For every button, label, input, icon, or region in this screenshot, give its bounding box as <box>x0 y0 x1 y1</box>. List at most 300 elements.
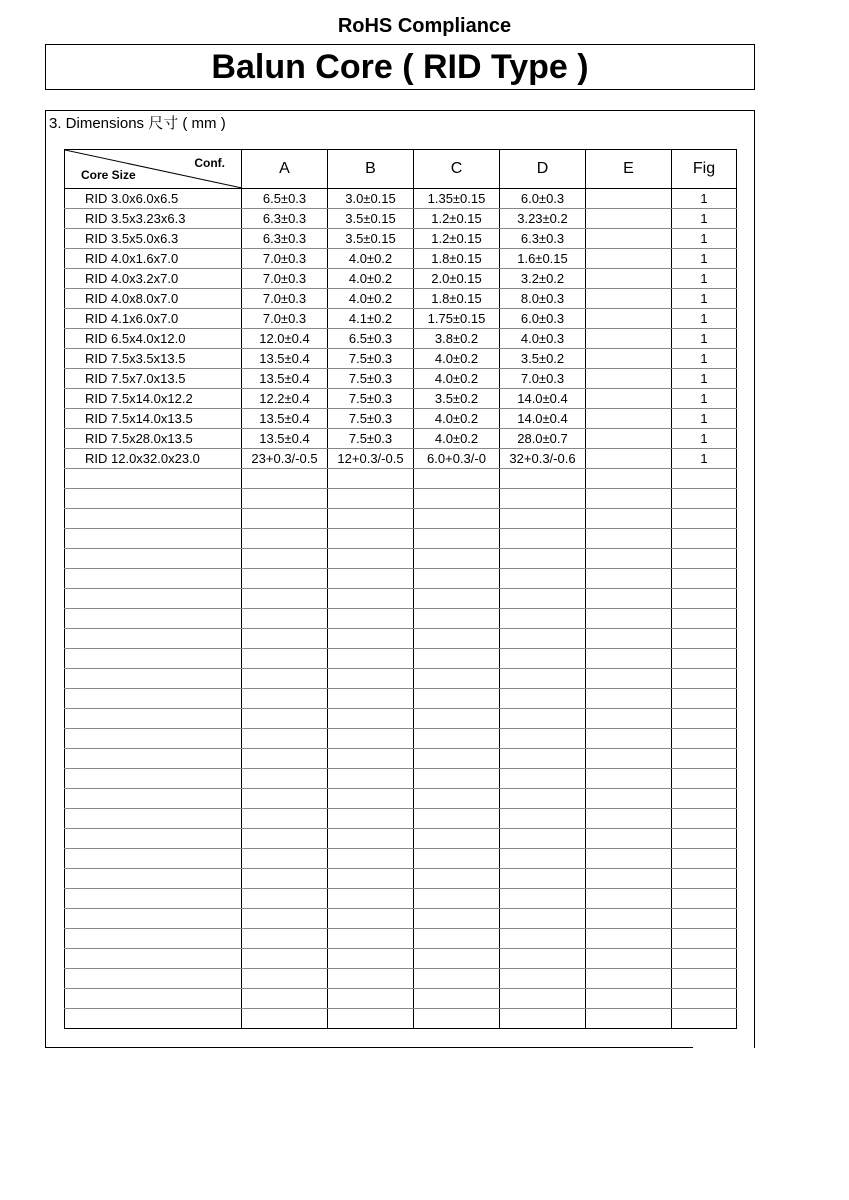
e-cell <box>586 309 672 329</box>
c-cell: 4.0±0.2 <box>414 369 500 389</box>
empty-table-row <box>65 809 737 829</box>
e-cell <box>586 569 672 589</box>
b-cell: 4.1±0.2 <box>328 309 414 329</box>
e-cell <box>586 829 672 849</box>
e-cell <box>586 209 672 229</box>
c-cell: 4.0±0.2 <box>414 429 500 449</box>
c-cell <box>414 789 500 809</box>
c-cell: 1.8±0.15 <box>414 249 500 269</box>
d-cell <box>500 629 586 649</box>
fig-cell: 1 <box>672 449 737 469</box>
b-cell: 3.5±0.15 <box>328 229 414 249</box>
d-cell <box>500 789 586 809</box>
e-cell <box>586 649 672 669</box>
e-cell <box>586 889 672 909</box>
e-cell <box>586 729 672 749</box>
d-cell: 6.0±0.3 <box>500 189 586 209</box>
table-row <box>65 449 737 469</box>
fig-cell <box>672 969 737 989</box>
e-cell <box>586 909 672 929</box>
e-cell <box>586 409 672 429</box>
e-cell <box>586 949 672 969</box>
b-cell <box>328 589 414 609</box>
d-cell <box>500 509 586 529</box>
empty-table-row <box>65 909 737 929</box>
column-header-fig: Fig <box>672 150 737 189</box>
document-title: Balun Core ( RID Type ) <box>45 44 755 90</box>
empty-table-row <box>65 629 737 649</box>
a-cell <box>242 849 328 869</box>
d-cell <box>500 1009 586 1029</box>
table-header-row <box>65 150 737 189</box>
fig-cell: 1 <box>672 349 737 369</box>
empty-table-row <box>65 1009 737 1029</box>
d-cell: 3.2±0.2 <box>500 269 586 289</box>
c-cell <box>414 869 500 889</box>
d-cell <box>500 889 586 909</box>
core-size-cell <box>65 909 242 929</box>
empty-table-row <box>65 989 737 1009</box>
d-cell: 4.0±0.3 <box>500 329 586 349</box>
d-cell <box>500 669 586 689</box>
table-row <box>65 249 737 269</box>
section-label: 3. Dimensions 尺寸 ( mm ) <box>49 115 226 132</box>
b-cell <box>328 829 414 849</box>
empty-table-row <box>65 749 737 769</box>
c-cell: 1.35±0.15 <box>414 189 500 209</box>
fig-cell <box>672 649 737 669</box>
e-cell <box>586 549 672 569</box>
fig-cell <box>672 909 737 929</box>
b-cell: 7.5±0.3 <box>328 409 414 429</box>
core-size-cell <box>65 589 242 609</box>
d-cell <box>500 849 586 869</box>
c-cell <box>414 729 500 749</box>
c-cell <box>414 909 500 929</box>
c-cell <box>414 549 500 569</box>
b-cell <box>328 809 414 829</box>
empty-table-row <box>65 709 737 729</box>
c-cell: 1.8±0.15 <box>414 289 500 309</box>
fig-cell: 1 <box>672 189 737 209</box>
b-cell <box>328 569 414 589</box>
a-cell: 13.5±0.4 <box>242 409 328 429</box>
a-cell <box>242 769 328 789</box>
a-cell <box>242 649 328 669</box>
section-bottom-rule <box>45 1047 693 1048</box>
d-cell: 14.0±0.4 <box>500 409 586 429</box>
e-cell <box>586 609 672 629</box>
empty-table-row <box>65 869 737 889</box>
e-cell <box>586 1009 672 1029</box>
fig-cell <box>672 529 737 549</box>
b-cell: 6.5±0.3 <box>328 329 414 349</box>
core-size-cell <box>65 709 242 729</box>
core-size-cell <box>65 629 242 649</box>
b-cell <box>328 869 414 889</box>
c-cell <box>414 589 500 609</box>
b-cell <box>328 709 414 729</box>
table-row <box>65 209 737 229</box>
core-size-cell <box>65 869 242 889</box>
c-cell <box>414 689 500 709</box>
c-cell <box>414 629 500 649</box>
d-cell <box>500 549 586 569</box>
a-cell: 13.5±0.4 <box>242 369 328 389</box>
a-cell: 23+0.3/-0.5 <box>242 449 328 469</box>
c-cell: 4.0±0.2 <box>414 349 500 369</box>
empty-table-row <box>65 469 737 489</box>
fig-cell: 1 <box>672 329 737 349</box>
c-cell: 1.75±0.15 <box>414 309 500 329</box>
a-cell: 7.0±0.3 <box>242 249 328 269</box>
fig-cell <box>672 549 737 569</box>
a-cell <box>242 969 328 989</box>
a-cell <box>242 629 328 649</box>
e-cell <box>586 869 672 889</box>
b-cell: 4.0±0.2 <box>328 249 414 269</box>
fig-cell: 1 <box>672 249 737 269</box>
fig-cell <box>672 949 737 969</box>
fig-cell <box>672 469 737 489</box>
a-cell: 13.5±0.4 <box>242 429 328 449</box>
c-cell <box>414 889 500 909</box>
empty-table-row <box>65 529 737 549</box>
c-cell <box>414 769 500 789</box>
core-size-cell: RID 12.0x32.0x23.0 <box>65 449 242 469</box>
e-cell <box>586 689 672 709</box>
e-cell <box>586 269 672 289</box>
core-size-cell: RID 4.0x3.2x7.0 <box>65 269 242 289</box>
a-cell: 6.3±0.3 <box>242 229 328 249</box>
fig-cell: 1 <box>672 289 737 309</box>
table-row <box>65 269 737 289</box>
d-cell <box>500 649 586 669</box>
dimensions-table <box>64 149 737 1029</box>
b-cell <box>328 629 414 649</box>
c-cell: 6.0+0.3/-0 <box>414 449 500 469</box>
a-cell <box>242 569 328 589</box>
e-cell <box>586 229 672 249</box>
c-cell <box>414 609 500 629</box>
core-size-cell <box>65 1009 242 1029</box>
a-cell <box>242 909 328 929</box>
core-size-cell <box>65 549 242 569</box>
d-cell <box>500 989 586 1009</box>
fig-cell <box>672 589 737 609</box>
d-cell <box>500 489 586 509</box>
empty-table-row <box>65 969 737 989</box>
core-size-cell: RID 3.5x5.0x6.3 <box>65 229 242 249</box>
b-cell <box>328 729 414 749</box>
a-cell <box>242 489 328 509</box>
a-cell <box>242 709 328 729</box>
column-header-c: C <box>414 150 500 189</box>
d-cell <box>500 909 586 929</box>
core-size-cell <box>65 829 242 849</box>
b-cell: 3.5±0.15 <box>328 209 414 229</box>
core-size-cell: RID 4.1x6.0x7.0 <box>65 309 242 329</box>
d-cell <box>500 569 586 589</box>
core-size-cell <box>65 609 242 629</box>
table-row <box>65 429 737 449</box>
empty-table-row <box>65 589 737 609</box>
d-cell <box>500 609 586 629</box>
b-cell <box>328 609 414 629</box>
b-cell <box>328 689 414 709</box>
core-size-cell: RID 3.5x3.23x6.3 <box>65 209 242 229</box>
a-cell <box>242 729 328 749</box>
e-cell <box>586 629 672 649</box>
b-cell: 12+0.3/-0.5 <box>328 449 414 469</box>
a-cell: 12.0±0.4 <box>242 329 328 349</box>
empty-table-row <box>65 729 737 749</box>
e-cell <box>586 509 672 529</box>
d-cell <box>500 949 586 969</box>
a-cell <box>242 829 328 849</box>
fig-cell: 1 <box>672 269 737 289</box>
b-cell <box>328 889 414 909</box>
table-row <box>65 229 737 249</box>
empty-table-row <box>65 769 737 789</box>
b-cell <box>328 649 414 669</box>
c-cell <box>414 669 500 689</box>
fig-cell: 1 <box>672 229 737 249</box>
e-cell <box>586 769 672 789</box>
core-size-cell <box>65 529 242 549</box>
table-row <box>65 329 737 349</box>
fig-cell <box>672 789 737 809</box>
e-cell <box>586 709 672 729</box>
d-cell: 6.0±0.3 <box>500 309 586 329</box>
e-cell <box>586 849 672 869</box>
core-size-cell <box>65 489 242 509</box>
core-size-cell <box>65 749 242 769</box>
core-size-cell <box>65 689 242 709</box>
fig-cell <box>672 849 737 869</box>
d-cell <box>500 769 586 789</box>
core-size-cell <box>65 929 242 949</box>
core-size-cell <box>65 569 242 589</box>
c-cell <box>414 469 500 489</box>
d-cell <box>500 809 586 829</box>
e-cell <box>586 929 672 949</box>
fig-cell <box>672 809 737 829</box>
e-cell <box>586 249 672 269</box>
core-size-cell <box>65 889 242 909</box>
e-cell <box>586 669 672 689</box>
d-cell: 1.6±0.15 <box>500 249 586 269</box>
table-body <box>65 189 737 1029</box>
fig-cell <box>672 929 737 949</box>
d-cell <box>500 729 586 749</box>
b-cell: 3.0±0.15 <box>328 189 414 209</box>
d-cell <box>500 929 586 949</box>
b-cell <box>328 789 414 809</box>
d-cell <box>500 689 586 709</box>
a-cell <box>242 529 328 549</box>
empty-table-row <box>65 489 737 509</box>
table-row <box>65 349 737 369</box>
core-size-cell: RID 7.5x14.0x12.2 <box>65 389 242 409</box>
fig-cell <box>672 749 737 769</box>
a-cell <box>242 549 328 569</box>
fig-cell <box>672 489 737 509</box>
table-row <box>65 389 737 409</box>
d-cell: 28.0±0.7 <box>500 429 586 449</box>
table-row <box>65 189 737 209</box>
d-cell <box>500 869 586 889</box>
d-cell: 32+0.3/-0.6 <box>500 449 586 469</box>
e-cell <box>586 189 672 209</box>
core-size-cell <box>65 469 242 489</box>
corner-header-cell <box>65 150 242 189</box>
b-cell <box>328 749 414 769</box>
b-cell <box>328 469 414 489</box>
a-cell <box>242 669 328 689</box>
e-cell <box>586 429 672 449</box>
a-cell: 7.0±0.3 <box>242 269 328 289</box>
core-size-cell: RID 4.0x8.0x7.0 <box>65 289 242 309</box>
e-cell <box>586 389 672 409</box>
b-cell: 7.5±0.3 <box>328 389 414 409</box>
fig-cell <box>672 1009 737 1029</box>
d-cell: 7.0±0.3 <box>500 369 586 389</box>
c-cell <box>414 949 500 969</box>
c-cell <box>414 1009 500 1029</box>
c-cell <box>414 709 500 729</box>
c-cell: 1.2±0.15 <box>414 229 500 249</box>
c-cell <box>414 929 500 949</box>
b-cell <box>328 849 414 869</box>
a-cell <box>242 609 328 629</box>
b-cell <box>328 949 414 969</box>
core-size-cell <box>65 989 242 1009</box>
core-size-cell <box>65 729 242 749</box>
compliance-heading: RoHS Compliance <box>337 15 512 37</box>
a-cell <box>242 929 328 949</box>
empty-table-row <box>65 609 737 629</box>
d-cell <box>500 969 586 989</box>
c-cell <box>414 509 500 529</box>
a-cell <box>242 1009 328 1029</box>
core-size-label: Core Size <box>81 168 136 182</box>
fig-cell <box>672 509 737 529</box>
core-size-cell: RID 7.5x3.5x13.5 <box>65 349 242 369</box>
e-cell <box>586 529 672 549</box>
b-cell <box>328 489 414 509</box>
a-cell: 6.3±0.3 <box>242 209 328 229</box>
c-cell: 2.0±0.15 <box>414 269 500 289</box>
conf-label: Conf. <box>194 156 225 170</box>
c-cell: 4.0±0.2 <box>414 409 500 429</box>
e-cell <box>586 449 672 469</box>
c-cell: 3.5±0.2 <box>414 389 500 409</box>
fig-cell <box>672 769 737 789</box>
fig-cell <box>672 609 737 629</box>
core-size-cell: RID 4.0x1.6x7.0 <box>65 249 242 269</box>
a-cell <box>242 869 328 889</box>
fig-cell: 1 <box>672 369 737 389</box>
column-header-a: A <box>242 150 328 189</box>
b-cell <box>328 509 414 529</box>
d-cell: 3.5±0.2 <box>500 349 586 369</box>
b-cell <box>328 989 414 1009</box>
b-cell: 7.5±0.3 <box>328 349 414 369</box>
e-cell <box>586 469 672 489</box>
d-cell <box>500 529 586 549</box>
empty-table-row <box>65 569 737 589</box>
table-row <box>65 409 737 429</box>
a-cell: 7.0±0.3 <box>242 309 328 329</box>
column-header-b: B <box>328 150 414 189</box>
d-cell <box>500 709 586 729</box>
empty-table-row <box>65 669 737 689</box>
fig-cell <box>672 729 737 749</box>
d-cell: 14.0±0.4 <box>500 389 586 409</box>
e-cell <box>586 789 672 809</box>
b-cell <box>328 1009 414 1029</box>
b-cell: 7.5±0.3 <box>328 369 414 389</box>
d-cell <box>500 749 586 769</box>
core-size-cell: RID 7.5x14.0x13.5 <box>65 409 242 429</box>
d-cell: 3.23±0.2 <box>500 209 586 229</box>
b-cell: 7.5±0.3 <box>328 429 414 449</box>
fig-cell: 1 <box>672 209 737 229</box>
fig-cell <box>672 869 737 889</box>
c-cell <box>414 989 500 1009</box>
d-cell <box>500 469 586 489</box>
core-size-cell <box>65 649 242 669</box>
b-cell <box>328 969 414 989</box>
empty-table-row <box>65 549 737 569</box>
fig-cell <box>672 669 737 689</box>
core-size-cell <box>65 949 242 969</box>
a-cell: 12.2±0.4 <box>242 389 328 409</box>
e-cell <box>586 489 672 509</box>
b-cell <box>328 929 414 949</box>
e-cell <box>586 749 672 769</box>
core-size-cell: RID 3.0x6.0x6.5 <box>65 189 242 209</box>
core-size-cell <box>65 809 242 829</box>
a-cell <box>242 509 328 529</box>
core-size-cell: RID 7.5x28.0x13.5 <box>65 429 242 449</box>
c-cell <box>414 569 500 589</box>
c-cell <box>414 529 500 549</box>
a-cell: 13.5±0.4 <box>242 349 328 369</box>
fig-cell <box>672 989 737 1009</box>
e-cell <box>586 369 672 389</box>
core-size-cell <box>65 849 242 869</box>
empty-table-row <box>65 849 737 869</box>
e-cell <box>586 989 672 1009</box>
b-cell: 4.0±0.2 <box>328 289 414 309</box>
e-cell <box>586 809 672 829</box>
a-cell <box>242 749 328 769</box>
fig-cell <box>672 629 737 649</box>
c-cell: 1.2±0.15 <box>414 209 500 229</box>
a-cell <box>242 949 328 969</box>
c-cell <box>414 969 500 989</box>
fig-cell: 1 <box>672 309 737 329</box>
core-size-cell <box>65 969 242 989</box>
empty-table-row <box>65 509 737 529</box>
empty-table-row <box>65 689 737 709</box>
fig-cell <box>672 709 737 729</box>
e-cell <box>586 329 672 349</box>
column-header-d: D <box>500 150 586 189</box>
core-size-cell <box>65 509 242 529</box>
